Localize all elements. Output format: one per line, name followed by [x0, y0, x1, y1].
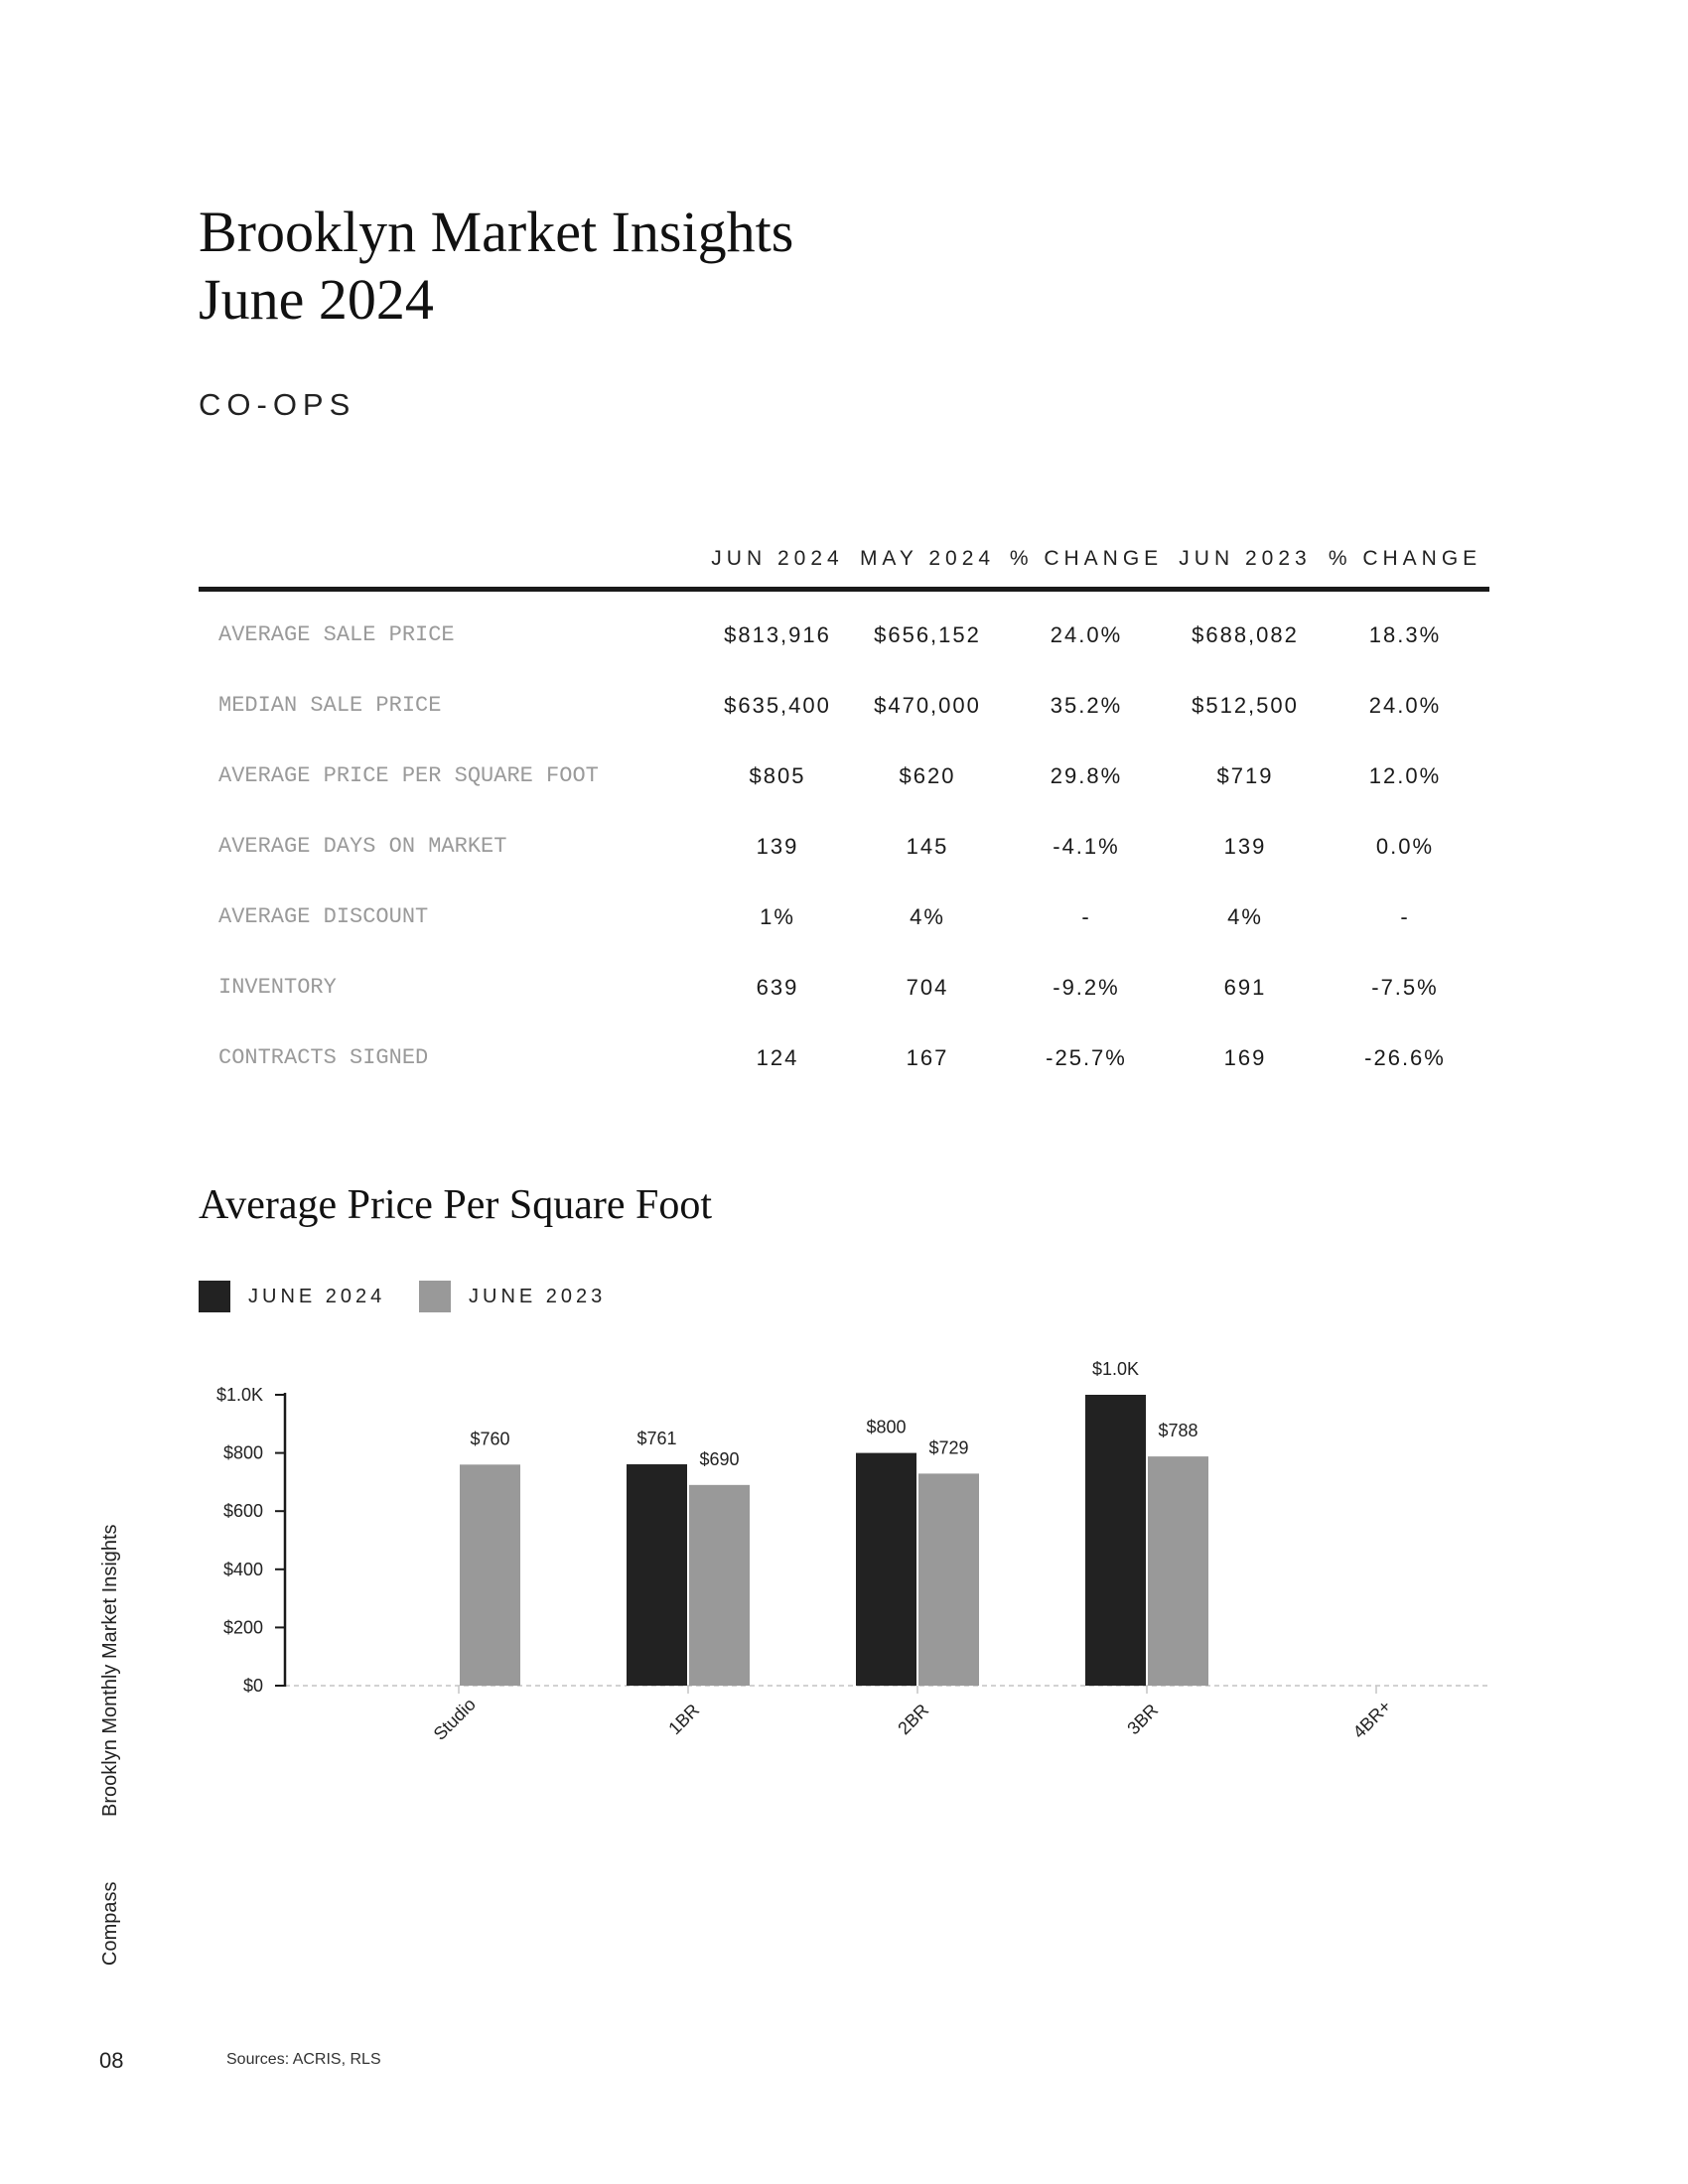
row-label: AVERAGE SALE PRICE: [218, 622, 455, 647]
table-cell: -25.7%: [1046, 1044, 1127, 1070]
table-cell: 169: [1223, 1044, 1267, 1070]
table-cell: $512,500: [1192, 692, 1299, 718]
legend-label-june-2024: JUNE 2024: [248, 1285, 386, 1307]
row-label: AVERAGE DAYS ON MARKET: [218, 834, 507, 859]
x-tick-label: 1BR: [664, 1700, 704, 1739]
table-cell: 24.0%: [1368, 692, 1442, 718]
title-line-2: June 2024: [199, 267, 434, 332]
x-tick-label: Studio: [429, 1694, 480, 1744]
table-cell: -: [1400, 903, 1410, 929]
table-cell: $719: [1216, 762, 1274, 788]
table-cell: 35.2%: [1050, 692, 1123, 718]
table-cell: 124: [756, 1044, 799, 1070]
table-cell: -: [1081, 903, 1091, 929]
row-label: INVENTORY: [218, 975, 337, 1000]
bar-june-2024: [856, 1453, 916, 1686]
table-cell: 704: [906, 974, 949, 1000]
data-label: $760: [470, 1429, 510, 1449]
section-heading: CO-OPS: [199, 387, 356, 422]
table-cell: $470,000: [874, 692, 981, 718]
page-number: 08: [99, 2048, 124, 2073]
bar-june-2024: [1085, 1395, 1146, 1686]
table-cell: -7.5%: [1371, 974, 1439, 1000]
table-cell: 4%: [910, 903, 945, 929]
data-label: $761: [636, 1429, 677, 1449]
data-label: $729: [928, 1437, 969, 1458]
y-tick-label: $1.0K: [215, 1385, 263, 1405]
table-cell: 18.3%: [1368, 621, 1442, 647]
sources-note: Sources: ACRIS, RLS: [226, 2051, 381, 2068]
table-cell: 167: [906, 1044, 949, 1070]
column-header: JUN 2024: [703, 531, 852, 590]
legend-label-june-2023: JUNE 2023: [469, 1285, 607, 1307]
bar-june-2024: [627, 1464, 687, 1686]
bar-june-2023: [460, 1464, 520, 1686]
x-tick-label: 3BR: [1123, 1700, 1163, 1739]
data-label: $788: [1158, 1421, 1198, 1441]
bar-june-2023: [918, 1473, 979, 1686]
table-cell: 1%: [760, 903, 795, 929]
publication-name: Brooklyn Monthly Market Insights: [99, 1524, 121, 1817]
table-cell: $805: [749, 762, 806, 788]
table-cell: 0.0%: [1375, 833, 1435, 859]
column-header: MAY 2024: [852, 531, 1003, 590]
table-cell: -26.6%: [1364, 1044, 1446, 1070]
table-cell: 29.8%: [1050, 762, 1123, 788]
brand-name: Compass: [99, 1881, 121, 1966]
table-cell: -9.2%: [1053, 974, 1120, 1000]
table-cell: $656,152: [874, 621, 981, 647]
data-label: $800: [866, 1417, 907, 1437]
x-tick-label: 2BR: [894, 1700, 933, 1739]
bar-june-2023: [689, 1485, 750, 1686]
bar-june-2023: [1148, 1456, 1208, 1686]
table-cell: 639: [756, 974, 799, 1000]
row-label: AVERAGE PRICE PER SQUARE FOOT: [218, 763, 599, 788]
title-line-1: Brooklyn Market Insights: [199, 200, 794, 264]
table-cell: -4.1%: [1053, 833, 1120, 859]
x-tick-label: 4BR+: [1348, 1696, 1395, 1742]
table-cell: 145: [906, 833, 949, 859]
chart-title: Average Price Per Square Foot: [199, 1182, 713, 1228]
table-cell: 24.0%: [1050, 621, 1123, 647]
table-cell: $813,916: [724, 621, 831, 647]
column-header: % CHANGE: [1003, 531, 1170, 590]
y-tick-label: $800: [222, 1442, 263, 1463]
row-label: CONTRACTS SIGNED: [218, 1045, 429, 1070]
table-cell: $688,082: [1192, 621, 1299, 647]
table-cell: $635,400: [724, 692, 831, 718]
table-cell: 691: [1223, 974, 1267, 1000]
y-tick-label: $0: [242, 1676, 263, 1696]
y-tick-label: $600: [222, 1501, 263, 1522]
data-label: $1.0K: [1091, 1359, 1140, 1379]
table-cell: 139: [1223, 833, 1267, 859]
table-cell: 12.0%: [1368, 762, 1442, 788]
table-cell: 4%: [1227, 903, 1263, 929]
row-label: AVERAGE DISCOUNT: [218, 904, 429, 929]
row-label: MEDIAN SALE PRICE: [218, 693, 442, 718]
column-header: % CHANGE: [1321, 531, 1489, 590]
data-label: $690: [699, 1448, 740, 1469]
y-tick-label: $200: [222, 1617, 263, 1638]
table-cell: 139: [756, 833, 799, 859]
table-cell: $620: [899, 762, 956, 788]
y-tick-label: $400: [222, 1559, 263, 1579]
column-header: JUN 2023: [1170, 531, 1321, 590]
